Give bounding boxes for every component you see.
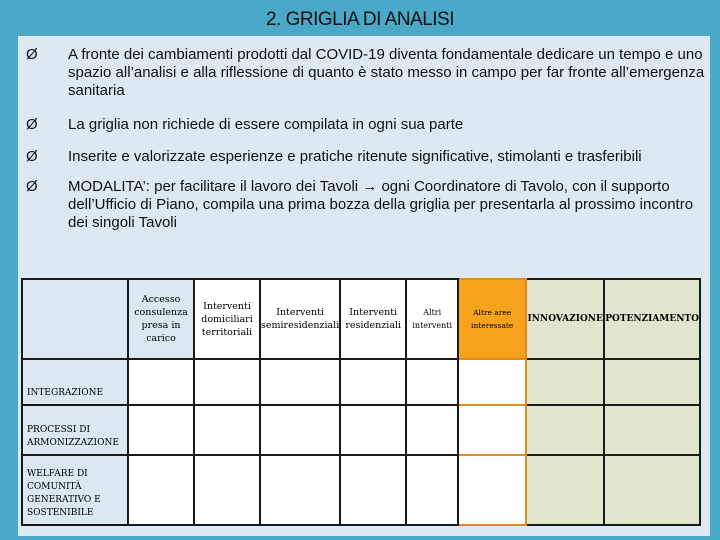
bullet-text: MODALITA’: per facilitare il lavoro dei Tavoli → ogni Coordinatore di Tavolo, con il supporto dell’Ufficio di Piano, compila una prima bozza della griglia per presentarla al prossimo incontro dei singoli Tavoli <box>68 178 694 231</box>
table-cell[interactable] <box>340 455 406 525</box>
table-cell[interactable] <box>458 359 526 405</box>
bullet-text: A fronte dei cambiamenti prodotti dal COVID-19 diventa fondamentale dedicare un tempo e uno spazio all’analisi e alla riflessione di quanto è stato messo in campo per far fronte all’emergenza sanitaria <box>68 46 705 99</box>
row-label: PROCESSI DI ARMONIZZAZIONE <box>22 405 128 455</box>
col-header: Interventi domiciliari territoriali <box>194 279 260 359</box>
table-cell[interactable] <box>526 359 604 405</box>
table-cell[interactable] <box>458 405 526 455</box>
table-cell[interactable] <box>260 405 340 455</box>
table-row <box>22 405 700 455</box>
col-header: Altri interventi <box>406 279 458 359</box>
table-row <box>22 359 700 405</box>
table-cell[interactable] <box>526 405 604 455</box>
table-cell[interactable] <box>604 359 700 405</box>
bullet-text: Inserite e valorizzate esperienze e pratiche ritenute significative, stimolanti e trasferibili <box>68 148 642 165</box>
row-label: WELFARE DI COMUNITÀ GENERATIVO E SOSTENIBILE <box>22 455 128 525</box>
table-cell[interactable] <box>128 455 194 525</box>
bullet-text: La griglia non richiede di essere compilata in ogni sua parte <box>68 116 464 133</box>
table-cell[interactable] <box>340 359 406 405</box>
col-header: Interventi residenziali <box>340 279 406 359</box>
table-cell[interactable] <box>526 455 604 525</box>
header-row <box>22 279 700 359</box>
table-row <box>22 455 700 525</box>
arrow-bullet-icon: Ø <box>26 148 38 165</box>
arrow-bullet-icon: Ø <box>26 178 38 195</box>
arrow-bullet-icon: Ø <box>26 46 38 63</box>
table-cell[interactable] <box>128 405 194 455</box>
table-cell[interactable] <box>604 455 700 525</box>
col-header: Accesso consulenza presa in carico <box>128 279 194 359</box>
col-header: Interventi semiresidenziali <box>260 279 340 359</box>
table-cell[interactable] <box>406 359 458 405</box>
table-cell[interactable] <box>260 359 340 405</box>
table-cell[interactable] <box>458 455 526 525</box>
col-header: Altre aree interessate <box>458 279 526 359</box>
table-cell[interactable] <box>604 405 700 455</box>
table-cell[interactable] <box>406 405 458 455</box>
table-cell[interactable] <box>194 359 260 405</box>
table-cell[interactable] <box>194 455 260 525</box>
table-cell[interactable] <box>260 455 340 525</box>
analysis-grid <box>21 278 701 526</box>
row-label: INTEGRAZIONE <box>22 359 128 405</box>
col-header: INNOVAZIONE <box>526 279 604 359</box>
table-cell[interactable] <box>340 405 406 455</box>
slide-title: 2. GRIGLIA DI ANALISI <box>265 9 455 30</box>
corner-cell <box>22 279 128 359</box>
table-cell[interactable] <box>194 405 260 455</box>
table-cell[interactable] <box>406 455 458 525</box>
table-cell[interactable] <box>128 359 194 405</box>
col-header: POTENZIAMENTO <box>604 279 700 359</box>
arrow-bullet-icon: Ø <box>26 116 38 133</box>
